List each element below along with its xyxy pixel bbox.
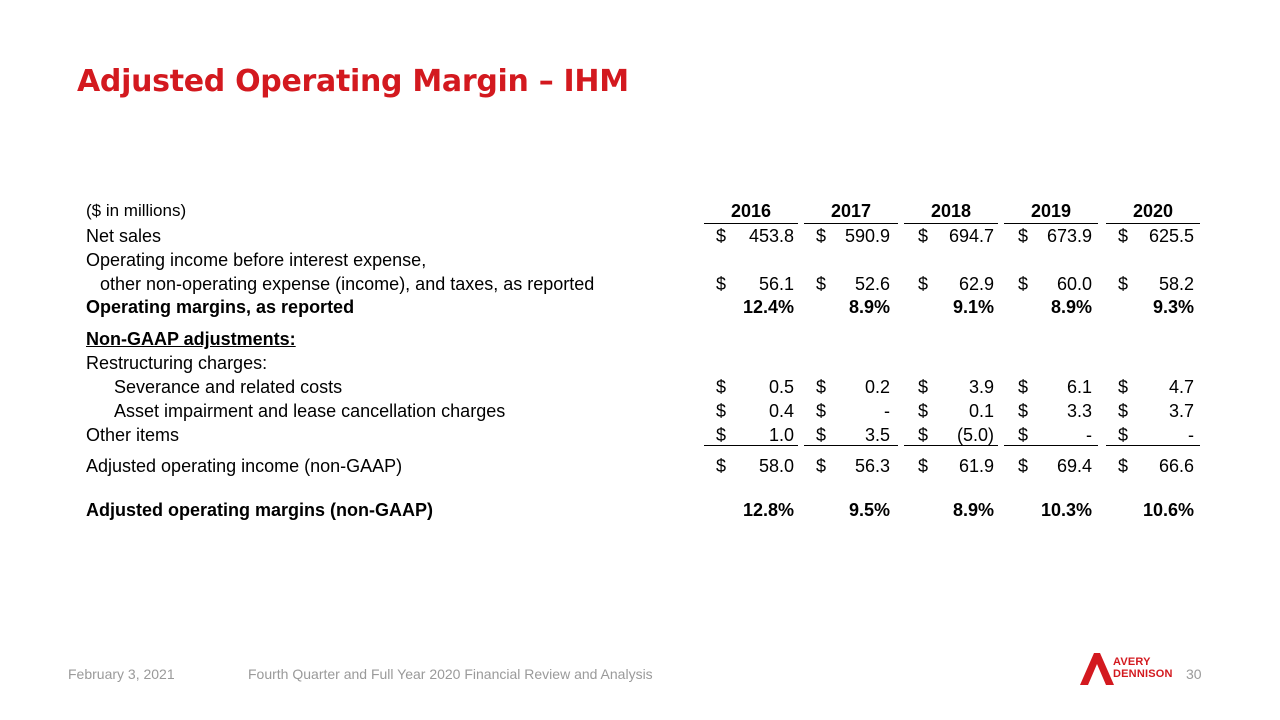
currency-symbol: $: [1118, 456, 1129, 476]
footer-description: Fourth Quarter and Full Year 2020 Financial Review and Analysis: [248, 666, 653, 682]
currency-symbol: $: [816, 425, 827, 445]
year-header: 2017: [830, 201, 872, 221]
cell-value: 3.5: [864, 425, 890, 445]
cell-value: 590.9: [844, 226, 890, 246]
cell-value: 9.5%: [848, 500, 890, 520]
currency-symbol: $: [918, 425, 929, 445]
cell-value: 56.1: [758, 274, 794, 294]
table-row: [0, 328, 1280, 350]
cell-value: 0.2: [864, 377, 890, 397]
table-row: [0, 249, 1280, 271]
cell-value: 8.9%: [952, 500, 994, 520]
year-header: 2016: [730, 201, 772, 221]
unit-note: ($ in millions): [86, 201, 187, 220]
currency-symbol: $: [918, 456, 929, 476]
cell-value: 58.2: [1158, 274, 1194, 294]
row-label: Non-GAAP adjustments:: [86, 329, 296, 349]
row-label: Severance and related costs: [114, 377, 343, 397]
currency-symbol: $: [1018, 401, 1029, 421]
year-header: 2019: [1030, 201, 1072, 221]
logo-line-1: AVERY: [1113, 656, 1151, 668]
currency-symbol: $: [816, 401, 827, 421]
cell-value: 52.6: [854, 274, 890, 294]
logo-line-2: DENNISON: [1113, 668, 1173, 680]
cell-value: 8.9%: [848, 297, 890, 317]
table-row: [0, 499, 1280, 521]
currency-symbol: $: [1018, 425, 1029, 445]
currency-symbol: $: [1118, 425, 1129, 445]
currency-symbol: $: [816, 226, 827, 246]
table-row: [0, 455, 1280, 477]
cell-value: 453.8: [748, 226, 794, 246]
year-header: 2018: [930, 201, 972, 221]
header-underline: [704, 223, 798, 224]
cell-value: -: [1188, 425, 1194, 445]
currency-symbol: $: [1118, 226, 1129, 246]
cell-value: 3.7: [1168, 401, 1194, 421]
logo-text: [1113, 656, 1173, 680]
cell-value: 3.9: [968, 377, 994, 397]
currency-symbol: $: [918, 226, 929, 246]
cell-value: 3.3: [1066, 401, 1092, 421]
subtotal-line: [804, 445, 898, 446]
table-row: [0, 296, 1280, 318]
cell-value: -: [1086, 425, 1092, 445]
year-header: 2020: [1132, 201, 1174, 221]
slide-title: Adjusted Operating Margin – IHM: [77, 64, 629, 99]
cell-value: 1.0: [768, 425, 794, 445]
currency-symbol: $: [716, 377, 727, 397]
cell-value: 6.1: [1066, 377, 1092, 397]
cell-value: 4.7: [1168, 377, 1194, 397]
cell-value: 673.9: [1046, 226, 1092, 246]
currency-symbol: $: [918, 377, 929, 397]
footer-date: February 3, 2021: [68, 666, 175, 682]
row-label: Asset impairment and lease cancellation charges: [114, 401, 506, 421]
subtotal-line: [1004, 445, 1098, 446]
currency-symbol: $: [816, 456, 827, 476]
currency-symbol: $: [716, 425, 727, 445]
page-number: 30: [1186, 666, 1202, 682]
cell-value: 61.9: [958, 456, 994, 476]
cell-value: 694.7: [948, 226, 994, 246]
row-label: Operating margins, as reported: [86, 297, 355, 317]
currency-symbol: $: [1118, 274, 1129, 294]
cell-value: 10.6%: [1142, 500, 1194, 520]
currency-symbol: $: [716, 456, 727, 476]
currency-symbol: $: [1118, 377, 1129, 397]
cell-value: 60.0: [1056, 274, 1092, 294]
currency-symbol: $: [816, 274, 827, 294]
subtotal-line: [704, 445, 798, 446]
currency-symbol: $: [1018, 377, 1029, 397]
cell-value: -: [884, 401, 890, 421]
currency-symbol: $: [816, 377, 827, 397]
cell-value: 0.5: [768, 377, 794, 397]
currency-symbol: $: [716, 226, 727, 246]
currency-symbol: $: [918, 274, 929, 294]
cell-value: 10.3%: [1040, 500, 1092, 520]
currency-symbol: $: [716, 274, 727, 294]
cell-value: (5.0): [956, 425, 994, 445]
header-underline: [1004, 223, 1098, 224]
table-row: [0, 376, 1280, 398]
header-underline: [1106, 223, 1200, 224]
cell-value: 9.3%: [1152, 297, 1194, 317]
cell-value: 0.1: [968, 401, 994, 421]
row-label: Restructuring charges:: [86, 353, 268, 373]
table-row: [0, 225, 1280, 247]
row-label: Operating income before interest expense,: [86, 250, 427, 270]
header-underline: [804, 223, 898, 224]
currency-symbol: $: [1118, 401, 1129, 421]
currency-symbol: $: [716, 401, 727, 421]
currency-symbol: $: [1018, 456, 1029, 476]
cell-value: 0.4: [768, 401, 794, 421]
cell-value: 62.9: [958, 274, 994, 294]
table-row: [0, 424, 1280, 446]
currency-symbol: $: [918, 401, 929, 421]
row-label: Net sales: [86, 226, 162, 246]
row-label: Adjusted operating margins (non-GAAP): [86, 500, 434, 520]
cell-value: 58.0: [758, 456, 794, 476]
cell-value: 625.5: [1148, 226, 1194, 246]
cell-value: 9.1%: [952, 297, 994, 317]
currency-symbol: $: [1018, 274, 1029, 294]
currency-symbol: $: [1018, 226, 1029, 246]
cell-value: 12.4%: [742, 297, 794, 317]
row-label: other non-operating expense (income), and taxes, as reported: [100, 274, 595, 294]
row-label: Adjusted operating income (non-GAAP): [86, 456, 403, 476]
header-underline: [904, 223, 998, 224]
cell-value: 12.8%: [742, 500, 794, 520]
cell-value: 56.3: [854, 456, 890, 476]
table-row: [0, 400, 1280, 422]
subtotal-line: [1106, 445, 1200, 446]
row-label: Other items: [86, 425, 180, 445]
subtotal-line: [904, 445, 998, 446]
cell-value: 8.9%: [1050, 297, 1092, 317]
year-header-row: [0, 200, 1280, 222]
table-row: [0, 273, 1280, 295]
cell-value: 66.6: [1158, 456, 1194, 476]
table-row: [0, 352, 1280, 374]
cell-value: 69.4: [1056, 456, 1092, 476]
